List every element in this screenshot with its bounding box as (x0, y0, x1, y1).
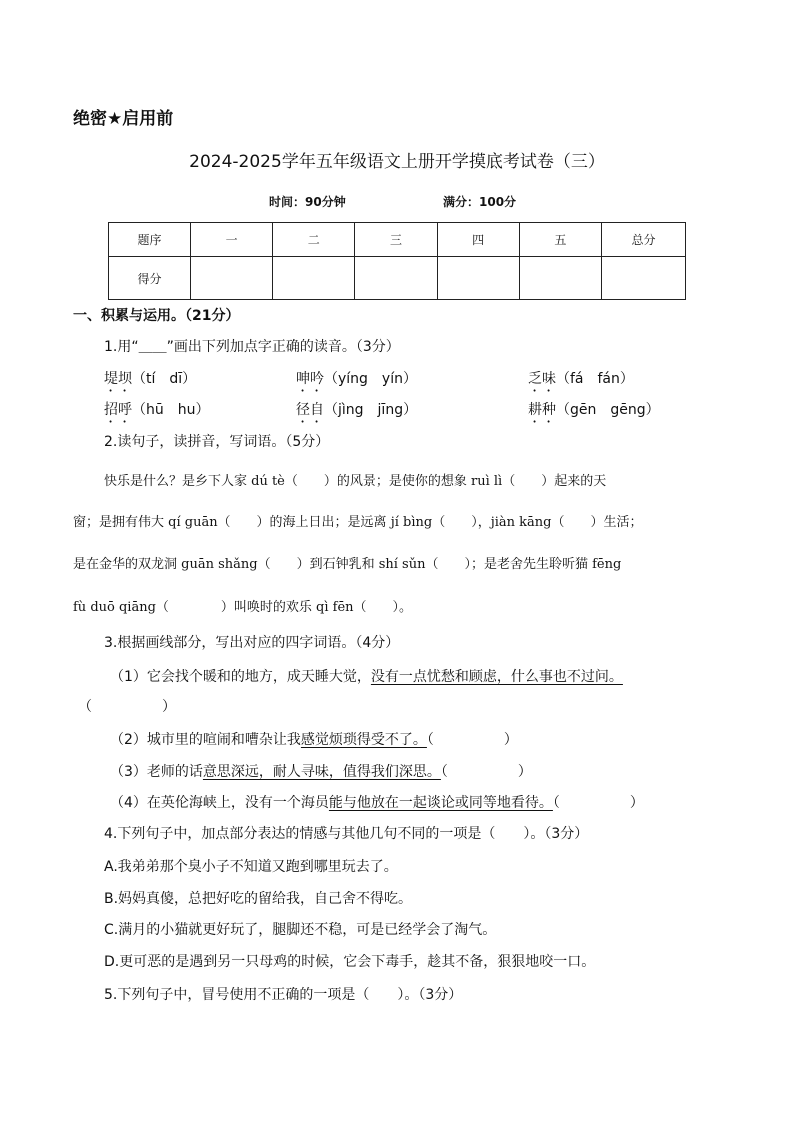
q1-item (528, 399, 660, 426)
q2-passage-line: 快乐是什么？是乡下人家 dú tè（ ）的风景；是使你的想象 ruì lì（ ）起来的天 (104, 474, 607, 489)
score-cell[interactable] (602, 257, 686, 300)
q4-option-c[interactable]: C.满月的小猫就更好玩了，腿脚还不稳，可是已经学会了淘气。 (104, 922, 497, 938)
q1-word: 堤坝 (104, 371, 132, 387)
q3-item-text: （2）城市里的喧闹和嘈杂让我 (110, 732, 301, 748)
score-table-header: 二 (273, 223, 355, 257)
q1-word: 耕种 (528, 402, 556, 418)
score-table-header: 五 (519, 223, 601, 257)
score-table-score-row (109, 257, 686, 300)
q3-item (110, 729, 518, 749)
q1-pinyin: （fá fán） (556, 371, 634, 387)
q3-item (110, 666, 623, 686)
score-table-header: 一 (191, 223, 273, 257)
q1-word: 径自 (296, 402, 324, 418)
q1-item (104, 368, 196, 395)
q3-item (110, 792, 644, 812)
score-cell[interactable] (191, 257, 273, 300)
q1-pinyin: （jìng jīng） (324, 402, 418, 418)
score-cell[interactable] (273, 257, 355, 300)
score-cell[interactable] (519, 257, 601, 300)
q3-answer-blank[interactable]: （ ） (440, 764, 532, 780)
q3-underlined-phrase: 意思深远，耐人寻味，值得我们深思。 (202, 764, 441, 780)
q4-option-a[interactable]: A.我弟弟那个臭小子不知道又跑到哪里玩去了。 (104, 859, 398, 875)
q1-stem: 1.用“＿＿”画出下列加点字正确的读音。（3分） (104, 339, 400, 355)
exam-time: 时间：90分钟 (269, 195, 346, 209)
score-cell[interactable] (437, 257, 519, 300)
section-1-title: 一、积累与运用。（21分） (73, 308, 240, 324)
q3-answer-blank[interactable]: （ ） (78, 699, 176, 715)
score-table-header: 三 (355, 223, 437, 257)
score-table-header: 四 (437, 223, 519, 257)
q3-answer-blank[interactable]: （ ） (426, 732, 518, 748)
score-table (108, 222, 686, 300)
q1-item (528, 368, 634, 395)
q1-pinyin: （hū hu） (132, 402, 210, 418)
score-row-label: 得分 (109, 257, 191, 300)
q1-pinyin: （yíng yín） (324, 371, 417, 387)
q1-word: 乏味 (528, 371, 556, 387)
q1-word: 招呼 (104, 402, 132, 418)
q1-item (296, 368, 417, 395)
score-table-header: 题序 (109, 223, 191, 257)
q2-stem: 2.读句子，读拼音，写词语。（5分） (104, 434, 330, 450)
q3-stem: 3.根据画线部分，写出对应的四字词语。（4分） (104, 635, 400, 651)
exam-full-score: 满分：100分 (443, 195, 517, 209)
q5-stem: 5.下列句子中，冒号使用不正确的一项是（ ）。（3分） (104, 987, 463, 1003)
q4-stem: 4.下列句子中，加点部分表达的情感与其他几句不同的一项是（ ）。（3分） (104, 826, 589, 842)
q1-pinyin: （tí dī） (132, 371, 197, 387)
q4-option-b[interactable]: B.妈妈真傻，总把好吃的留给我，自己舍不得吃。 (104, 891, 413, 907)
q1-word: 呻吟 (296, 371, 324, 387)
q1-pinyin: （gēn gēng） (556, 402, 660, 418)
confidential-label: 绝密★启用前 (73, 109, 174, 129)
q3-item-text: （1）它会找个暖和的地方，成天睡大觉， (110, 669, 371, 685)
q3-answer-blank[interactable]: （ ） (552, 795, 644, 811)
q2-passage-line: fù duō qiāng（ ）叫唤时的欢乐 qì fēn（ ）。 (73, 600, 413, 615)
score-cell[interactable] (355, 257, 437, 300)
q3-underlined-phrase: 没有一点忧愁和顾虑，什么事也不过问。 (370, 669, 623, 685)
q1-item (296, 399, 417, 426)
q1-item (104, 399, 210, 426)
q2-passage-line: 窗；是拥有伟大 qí guān（ ）的海上日出；是远离 jí bìng（ ），jiàn kāng（ ）生活； (73, 515, 643, 530)
score-table-header-row (109, 223, 686, 257)
q3-underlined-phrase: 能与他放在一起谈论或同等地看待。 (328, 795, 553, 811)
score-table-header: 总分 (602, 223, 686, 257)
q2-passage-line: 是在金华的双龙洞 guān shǎng（ ）到石钟乳和 shí sǔn（ ）；是老舍先生聆听猫 fēng (73, 557, 622, 572)
exam-title: 2024-2025学年五年级语文上册开学摸底考试卷（三） (189, 152, 605, 172)
q4-option-d[interactable]: D.更可恶的是遇到另一只母鸡的时候，它会下毒手，趁其不备，狠狠地咬一口。 (104, 954, 596, 970)
q3-item-text: （4）在英伦海峡上，没有一个海员 (110, 795, 329, 811)
q3-item-text: （3）老师的话 (110, 764, 203, 780)
q3-item (110, 761, 532, 781)
q3-underlined-phrase: 感觉烦琐得受不了。 (300, 732, 427, 748)
